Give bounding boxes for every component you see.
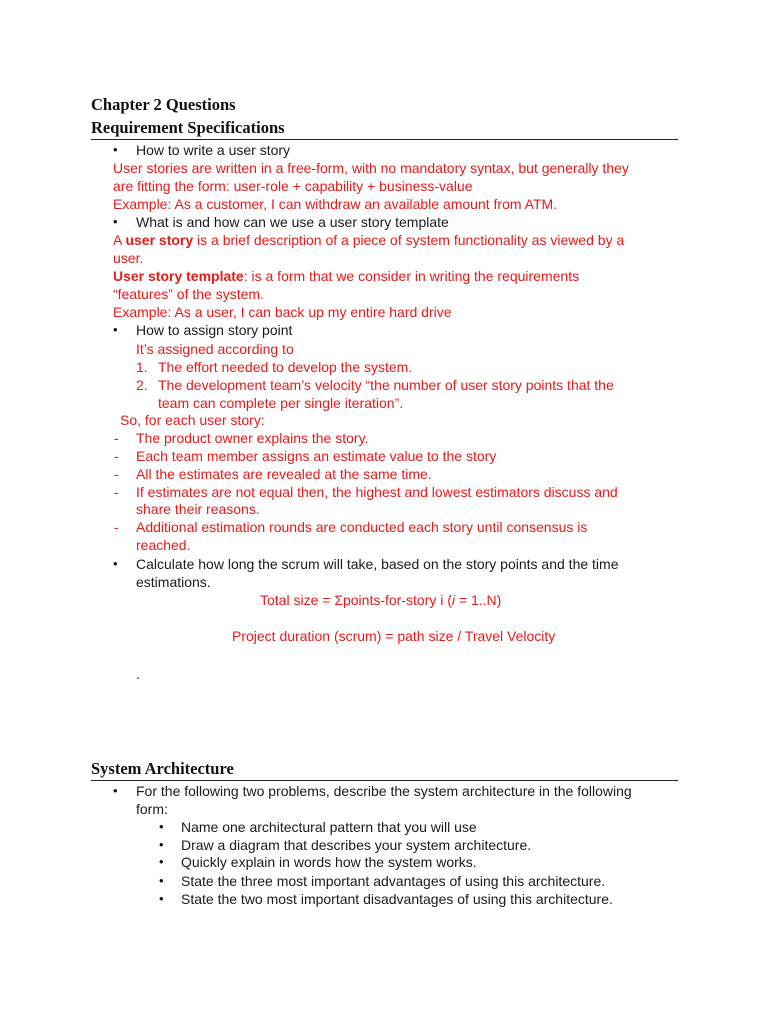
numbered-marker: 1. xyxy=(136,359,148,375)
stray-dot: . xyxy=(136,666,140,682)
bullet-icon: • xyxy=(113,142,118,157)
answer-subintro: So, for each user story: xyxy=(120,412,265,428)
numbered-item: The development team’s velocity “the number of user story points that the xyxy=(158,377,614,393)
question-assign-story-point: How to assign story point xyxy=(136,322,293,338)
dash-marker: - xyxy=(114,519,119,535)
dash-item: If estimates are not equal then, the highest and lowest estimators discuss and xyxy=(136,484,618,500)
bullet-icon: • xyxy=(113,322,118,337)
dash-marker: - xyxy=(114,484,119,500)
formula-index: i xyxy=(451,592,456,608)
bullet-icon: • xyxy=(159,819,164,834)
bullet-icon: • xyxy=(159,854,164,869)
architecture-question-cont: form: xyxy=(136,801,168,817)
architecture-item: State the two most important disadvantages of using this architecture. xyxy=(181,891,613,907)
answer-line: user. xyxy=(113,250,144,266)
answer-line xyxy=(113,267,579,285)
sigma-symbol: Σ xyxy=(334,592,343,608)
dash-item: Each team member assigns an estimate value to the story xyxy=(136,448,497,464)
answer-line xyxy=(113,231,624,249)
formula-project-duration: Project duration (scrum) = path size / Travel Velocity xyxy=(232,628,556,644)
formula-total-size xyxy=(260,591,501,609)
dash-item-cont: share their reasons. xyxy=(136,501,260,517)
bullet-icon: • xyxy=(113,556,118,571)
answer-example: Example: As a customer, I can withdraw an available amount from ATM. xyxy=(113,196,558,212)
numbered-item: The effort needed to develop the system. xyxy=(158,359,413,375)
system-architecture-heading: System Architecture xyxy=(91,759,234,778)
answer-line: “features” of the system. xyxy=(113,286,264,302)
architecture-item: Quickly explain in words how the system works. xyxy=(181,854,477,870)
formula-pre: Total size = xyxy=(260,592,335,608)
architecture-item: Draw a diagram that describes your system architecture. xyxy=(181,837,532,853)
requirement-specifications-heading: Requirement Specifications xyxy=(91,118,285,137)
answer-line: are fitting the form: user-role + capability + business-value xyxy=(113,178,473,194)
numbered-item-cont: team can complete per single iteration”. xyxy=(158,395,404,411)
answer-intro: It’s assigned according to xyxy=(136,341,294,357)
dash-item: All the estimates are revealed at the same time. xyxy=(136,466,432,482)
answer-example: Example: As a user, I can back up my entire hard drive xyxy=(113,304,452,320)
bullet-icon: • xyxy=(113,783,118,798)
dash-marker: - xyxy=(114,430,119,446)
heading-rule xyxy=(91,139,678,140)
answer-line: User stories are written in a free-form, with no mandatory syntax, but generally they xyxy=(113,160,629,176)
formula-mid: points-for-story i ( xyxy=(342,592,452,608)
dash-marker: - xyxy=(114,448,119,464)
answer-prefix: A xyxy=(113,232,126,248)
question-scrum-duration-cont: estimations. xyxy=(136,574,211,590)
chapter-title: Chapter 2 Questions xyxy=(91,95,236,114)
term-user-story: user story xyxy=(125,232,194,248)
question-write-user-story: How to write a user story xyxy=(136,142,291,158)
dash-marker: - xyxy=(114,466,119,482)
dash-item: Additional estimation rounds are conducted each story until consensus is xyxy=(136,519,588,535)
numbered-marker: 2. xyxy=(136,377,148,393)
architecture-question: For the following two problems, describe the system architecture in the following xyxy=(136,783,632,799)
question-scrum-duration: Calculate how long the scrum will take, based on the story points and the time xyxy=(136,556,619,572)
answer-text: : is a form that we consider in writing the requirements xyxy=(243,268,580,284)
bullet-icon: • xyxy=(113,214,118,229)
bullet-icon: • xyxy=(159,837,164,852)
bullet-icon: • xyxy=(159,873,164,888)
term-user-story-template: User story template xyxy=(113,268,244,284)
question-user-story-template: What is and how can we use a user story template xyxy=(136,214,449,230)
dash-item-cont: reached. xyxy=(136,537,191,553)
formula-post: = 1..N) xyxy=(455,592,502,608)
answer-text: is a brief description of a piece of system functionality as viewed by a xyxy=(193,232,625,248)
architecture-item: State the three most important advantages of using this architecture. xyxy=(181,873,606,889)
architecture-item: Name one architectural pattern that you will use xyxy=(181,819,477,835)
bullet-icon: • xyxy=(159,891,164,906)
dash-item: The product owner explains the story. xyxy=(136,430,369,446)
heading-rule xyxy=(91,780,678,781)
